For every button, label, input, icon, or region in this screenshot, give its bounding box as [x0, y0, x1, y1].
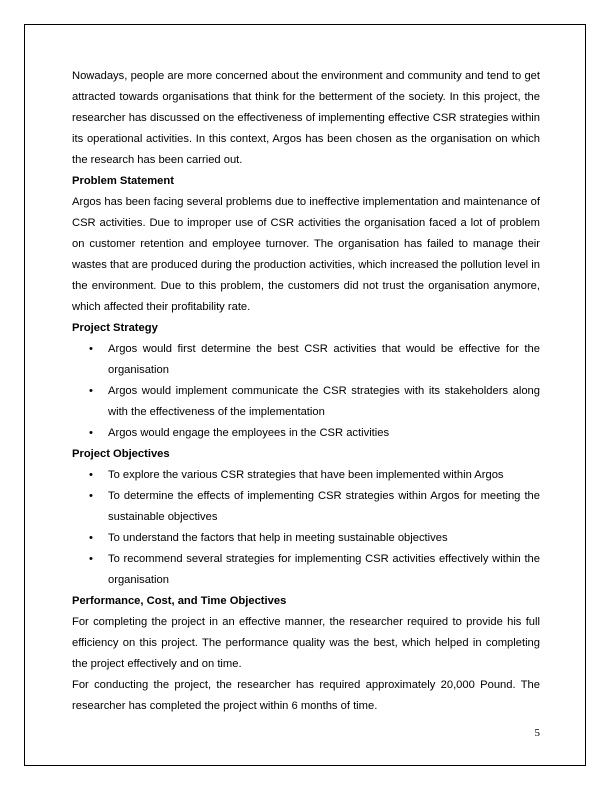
list-item-text: Argos would first determine the best CSR activities that would be effective for the organisation	[108, 343, 540, 376]
problem-statement-heading: Problem Statement	[72, 175, 174, 187]
bullet-icon: •	[89, 343, 93, 355]
project-strategy-heading: Project Strategy	[72, 322, 158, 334]
list-item-text: To understand the factors that help in meeting sustainable objectives	[108, 532, 448, 544]
problem-statement-paragraph: Argos has been facing several problems due to ineffective implementation and maintenance of CSR activities. Due to improper use of CSR activities the organisation faced a lot of problem on customer retention and employee turnover. The organisation has failed to manage their wastes that are produced during the production activities, which increased the pollution level in the environment. Due to this problem, the customers did not trust the organisation anymore, which affected their profitability rate.	[72, 196, 540, 313]
list-item	[72, 486, 540, 528]
list-item	[72, 339, 540, 381]
list-item	[72, 528, 540, 549]
performance-heading: Performance, Cost, and Time Objectives	[72, 595, 287, 607]
project-objectives-list	[72, 465, 540, 591]
list-item	[72, 381, 540, 423]
list-item-text: To explore the various CSR strategies that have been implemented within Argos	[108, 469, 504, 481]
document-body	[72, 66, 540, 717]
list-item-text: Argos would engage the employees in the CSR activities	[108, 427, 390, 439]
list-item	[72, 549, 540, 591]
intro-paragraph: Nowadays, people are more concerned about the environment and community and tend to get attracted towards organisations that think for the betterment of the society. In this project, the researcher has discussed on the effectiveness of implementing effective CSR strategies within its operational activities. In this context, Argos has been chosen as the organisation on which the research has been carried out.	[72, 70, 540, 166]
project-objectives-heading: Project Objectives	[72, 448, 170, 460]
bullet-icon: •	[89, 385, 93, 397]
performance-paragraph: For completing the project in an effective manner, the researcher required to provide his full efficiency on this project. The performance quality was the best, which helped in completing the project effectively and on time.	[72, 616, 540, 670]
page-number: 5	[534, 727, 540, 739]
bullet-icon: •	[89, 532, 93, 544]
bullet-icon: •	[89, 490, 93, 502]
list-item-text: Argos would implement communicate the CSR strategies with its stakeholders along with the effectiveness of the implementation	[108, 385, 540, 418]
project-strategy-list	[72, 339, 540, 444]
list-item	[72, 423, 540, 444]
list-item-text: To recommend several strategies for implementing CSR activities effectively within the organisation	[108, 553, 540, 586]
bullet-icon: •	[89, 553, 93, 565]
list-item	[72, 465, 540, 486]
bullet-icon: •	[89, 469, 93, 481]
bullet-icon: •	[89, 427, 93, 439]
cost-time-paragraph: For conducting the project, the researcher has required approximately 20,000 Pound. The researcher has completed the project within 6 months of time.	[72, 679, 540, 712]
list-item-text: To determine the effects of implementing CSR strategies within Argos for meeting the sustainable objectives	[108, 490, 540, 523]
